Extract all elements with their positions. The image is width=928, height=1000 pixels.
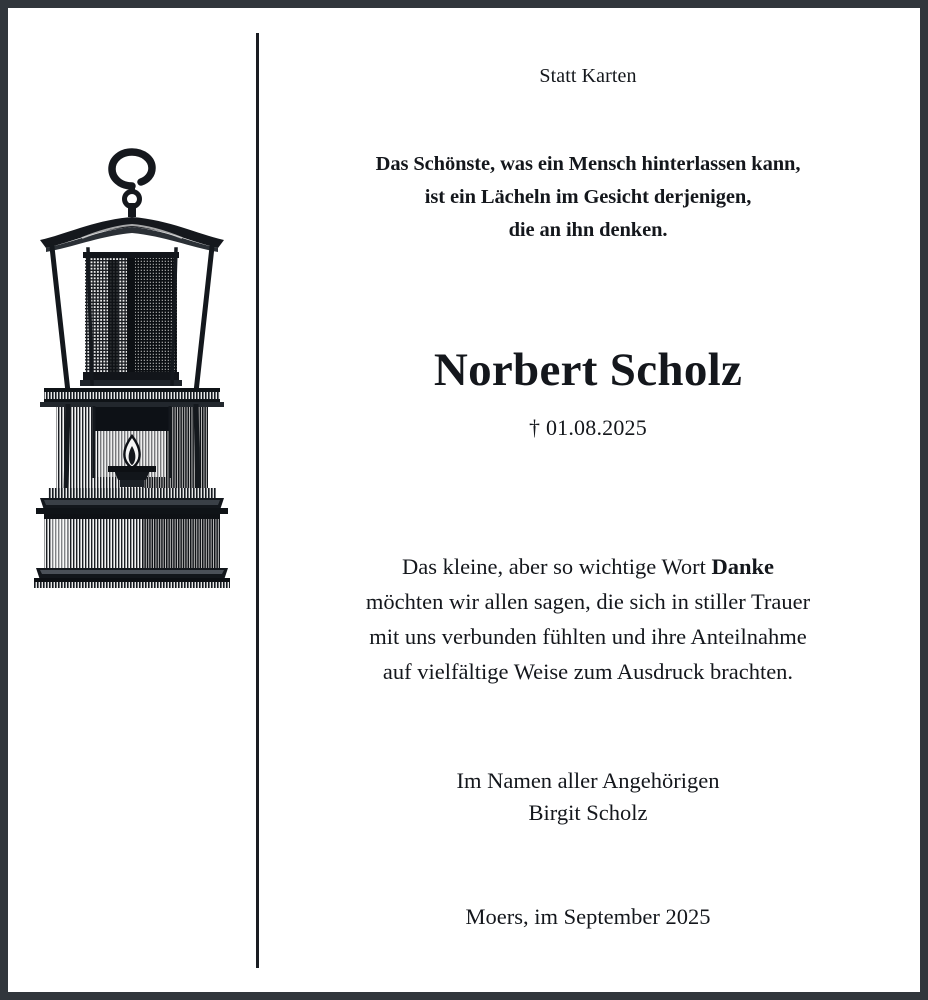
thanks-line-4: auf vielfältige Weise zum Ausdruck brachten. — [382, 659, 794, 684]
lamp-lower-collar — [36, 488, 228, 514]
lamp-burner-chamber — [56, 407, 208, 493]
thanks-line-1-text: Das kleine, aber so wichtige Wort — [401, 554, 712, 579]
lamp-gauze-chimney — [80, 252, 182, 386]
thanks-line-2: möchten wir allen sagen, die sich in stiller Trauer — [365, 589, 811, 614]
mining-safety-lamp-icon — [22, 148, 242, 588]
family-signature — [256, 765, 920, 829]
lamp-base-reservoir — [44, 514, 220, 570]
memorial-quote — [256, 148, 920, 247]
lamp-foot — [34, 568, 230, 588]
thanks-line-3: mit uns verbunden fühlten und ihre Anteilnahme — [369, 624, 807, 649]
family-line-name: Birgit Scholz — [528, 800, 648, 825]
text-column — [256, 8, 920, 992]
illustration-column — [8, 8, 256, 992]
thanks-danke-emphasis: Danke — [711, 554, 775, 579]
place-and-date: Moers, im September 2025 — [465, 904, 711, 929]
thanks-line-1 — [256, 549, 920, 584]
obituary-card — [8, 8, 920, 992]
quote-line-1: Das Schönste, was ein Mensch hinterlassen kann, — [375, 153, 801, 175]
quote-line-3: die an ihn denken. — [508, 219, 668, 241]
death-date: † 01.08.2025 — [529, 415, 647, 440]
thanks-paragraph — [256, 549, 920, 689]
family-line-on-behalf: Im Namen aller Angehörigen — [456, 768, 720, 793]
heading-statt-karten: Statt Karten — [539, 65, 637, 87]
quote-line-2: ist ein Lächeln im Gesicht derjenigen, — [424, 186, 752, 208]
deceased-name: Norbert Scholz — [433, 344, 743, 396]
lamp-roof — [40, 217, 224, 252]
lamp-hook — [112, 152, 152, 194]
